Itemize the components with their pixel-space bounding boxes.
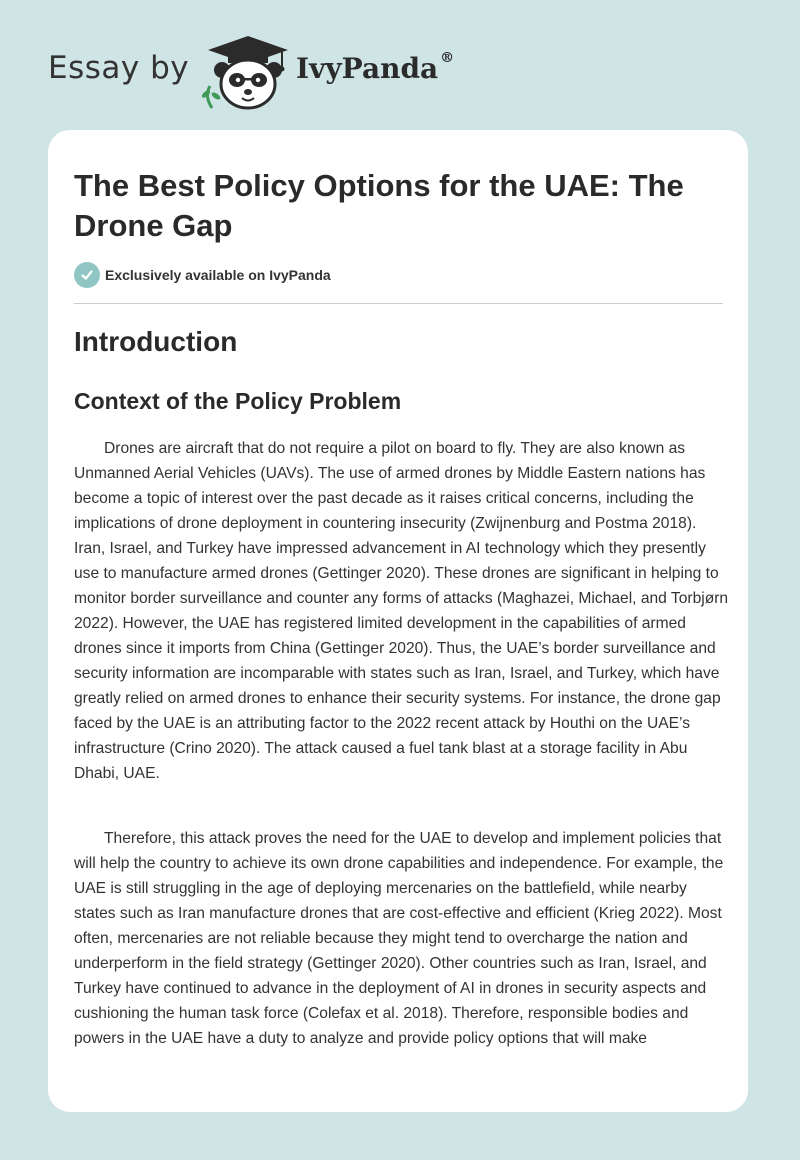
badge-text: Exclusively available on IvyPanda: [105, 267, 331, 283]
article-card: [48, 130, 748, 1112]
check-icon: [74, 262, 100, 288]
subsection-heading: Context of the Policy Problem: [74, 388, 402, 414]
essay-by-label: Essay by: [48, 50, 190, 86]
paragraph-2: Therefore, this attack proves the need for the UAE to develop and implement policies that will help the country to achieve its own drone capabilities and independence. For example, the UAE is still struggling in the age of deploying mercenaries on the battlefield, while nearby states such as Iran manufacture drones that are cost-effective and efficient (Krieg 2022). Most often, mercenaries are not reliable because they might tend to overcharge the nation and underperform in the field strategy (Gettinger 2020). Other countries such as Iran, Israel, and Turkey have continued to advance in the deployment of AI in drones in security aspects and cushioning the human task force (Colefax et al. 2018). Therefore, responsible bodies and powers in the UAE have a duty to analyze and provide policy options that will make: [74, 830, 724, 1047]
page-title: The Best Policy Options for the UAE: The Drone Gap: [74, 168, 684, 243]
brand-name[interactable]: [296, 52, 454, 85]
panda-logo-icon[interactable]: [200, 34, 296, 110]
paragraph-1: Drones are aircraft that do not require a pilot on board to fly. They are also known as Unmanned Aerial Vehicles (UAVs). The use of armed drones by Middle Eastern nations has become a topic of interest over the past decade as it raises critical concerns, including the implications of drone deployment in countering insecurity (Zwijnenburg and Postma 2018). Iran, Israel, and Turkey have impressed advancement in AI technology which they presently use to manufacture armed drones (Gettinger 2020). These drones are significant in helping to monitor border surveillance and counter any forms of attacks (Maghazei, Michael, and Torbjørn 2022). However, the UAE has registered limited development in the capabilities of armed drones since it imports from China (Gettinger 2020). Thus, the UAE’s border surveillance and security information are incomparable with states such as Iran, Israel, and Turkey, which have greatly relied on armed drones to enhance their security systems. For instance, the drone gap faced by the UAE is an attributing factor to the 2022 recent attack by Houthi on the UAE’s infrastructure (Crino 2020). The attack caused a fuel tank blast at a storage facility in Abu Dhabi, UAE.: [74, 440, 729, 782]
brand-text: IvyPanda: [296, 52, 439, 85]
exclusive-badge: [74, 262, 331, 288]
section-heading: Introduction: [74, 326, 238, 357]
site-header: [0, 0, 800, 130]
divider: [74, 303, 723, 304]
registered-mark: ®: [440, 50, 455, 66]
